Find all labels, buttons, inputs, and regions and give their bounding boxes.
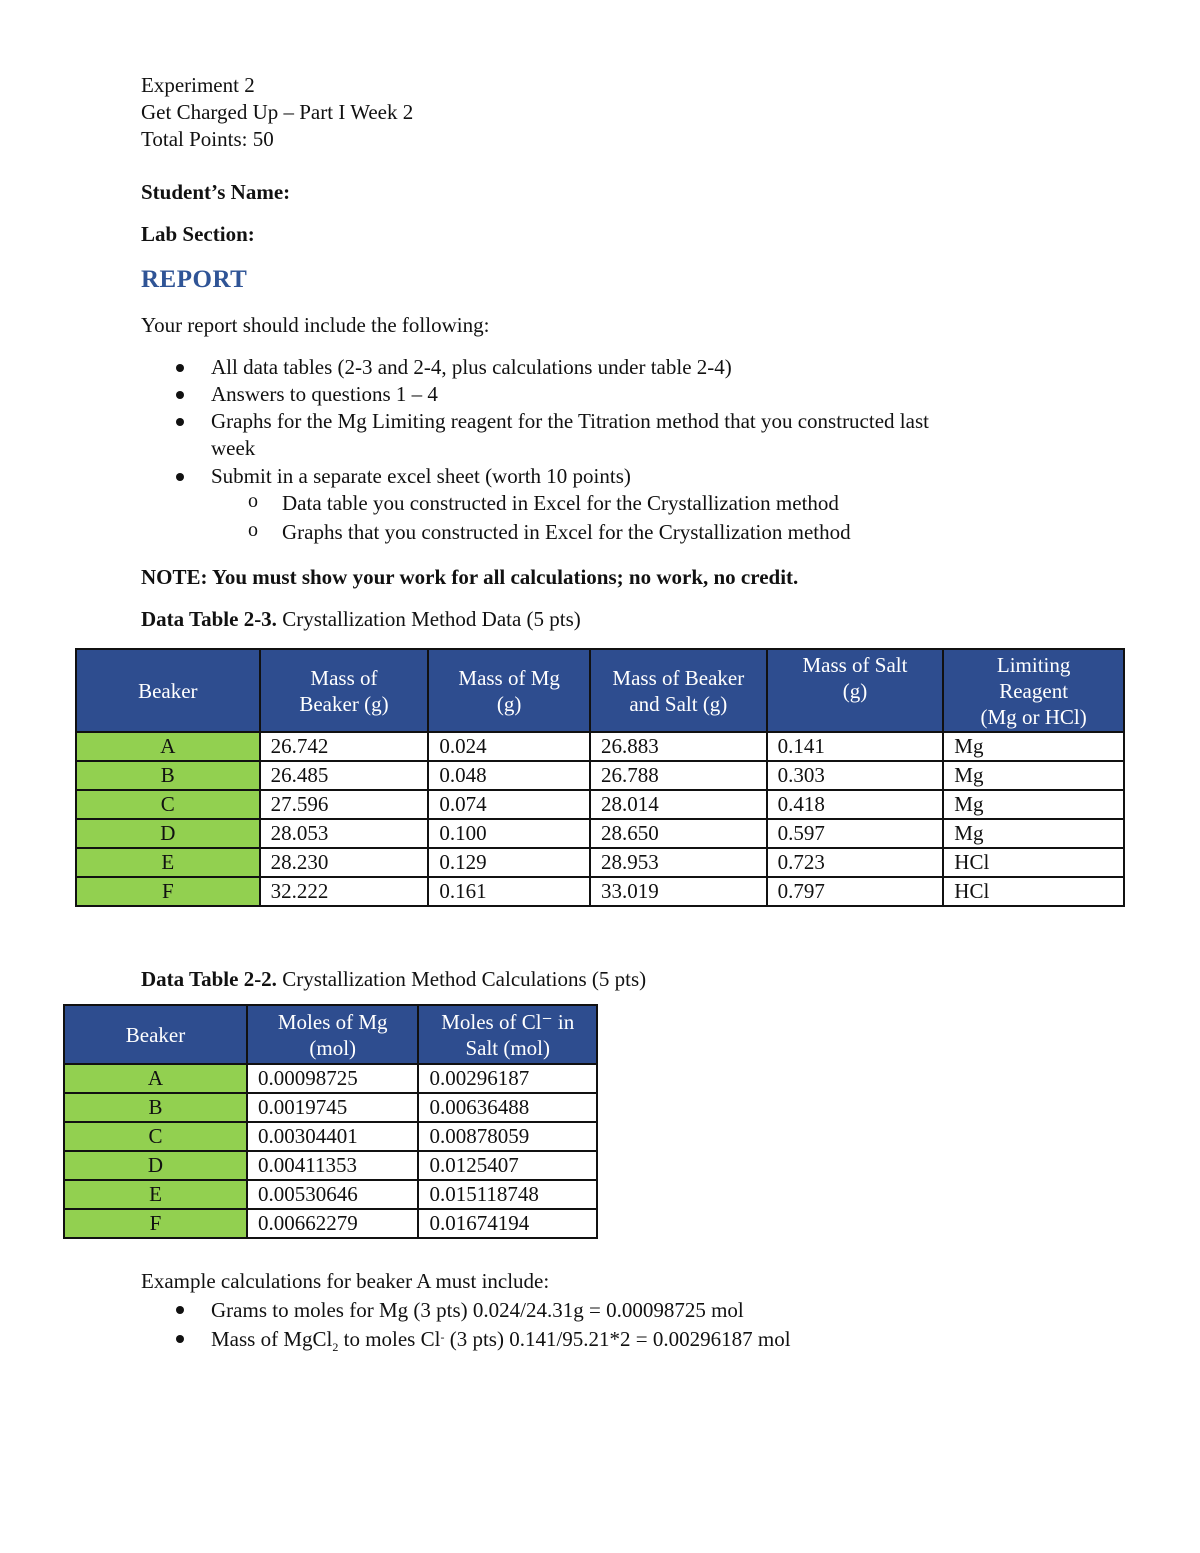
table-cell: 0.418 <box>767 790 944 819</box>
table-cell: 0.723 <box>767 848 944 877</box>
table1-caption-label: Data Table 2-3. <box>141 607 277 631</box>
table1-caption-text: Crystallization Method Data (5 pts) <box>276 607 581 631</box>
note-text: NOTE: You must show your work for all calculations; no work, no credit. <box>141 565 799 589</box>
table-row <box>64 1093 597 1122</box>
bullet-dot <box>176 391 184 399</box>
beaker-label-cell: A <box>64 1064 247 1093</box>
table-cell: 0.100 <box>428 819 590 848</box>
table-cell: 27.596 <box>260 790 429 819</box>
table2-caption <box>141 966 646 993</box>
example-calc-cl: Mass of MgCl$_2$ to moles Cl- (3 pts) 0.141/95.21*2 = 0.00296187 mol <box>211 1327 791 1355</box>
table-cell: 0.048 <box>428 761 590 790</box>
column-header: Moles of Mg (mol) <box>247 1005 418 1064</box>
bullet-dot <box>176 364 184 372</box>
table-cell: 26.883 <box>590 732 767 761</box>
table-row <box>76 761 1124 790</box>
table-row <box>64 1180 597 1209</box>
table-cell: 0.00411353 <box>247 1151 418 1180</box>
list-item-continuation: week <box>211 436 256 460</box>
beaker-label-cell: B <box>76 761 260 790</box>
table-cell: 26.742 <box>260 732 429 761</box>
bullet-dot <box>176 418 184 426</box>
table-cell: 28.053 <box>260 819 429 848</box>
table-cell: 0.0019745 <box>247 1093 418 1122</box>
column-header: Limiting Reagent (Mg or HCl) <box>943 649 1124 732</box>
table-cell: 28.230 <box>260 848 429 877</box>
crystallization-calculations-table <box>63 1004 598 1239</box>
table-cell: 0.01674194 <box>418 1209 597 1238</box>
beaker-label-cell: C <box>76 790 260 819</box>
report-heading: REPORT <box>141 266 248 293</box>
column-header: Mass of Mg (g) <box>428 649 590 732</box>
table-cell: 0.00296187 <box>418 1064 597 1093</box>
beaker-label-cell: D <box>76 819 260 848</box>
beaker-label-cell: D <box>64 1151 247 1180</box>
table-row <box>76 790 1124 819</box>
table-row <box>64 1209 597 1238</box>
experiment-title: Get Charged Up – Part I Week 2 <box>141 100 414 124</box>
column-header: Mass of Beaker (g) <box>260 649 429 732</box>
beaker-label-cell: B <box>64 1093 247 1122</box>
table-cell: 0.00636488 <box>418 1093 597 1122</box>
table-cell: 0.00878059 <box>418 1122 597 1151</box>
lab-section-label: Lab Section: <box>141 222 255 246</box>
crystallization-data-table <box>75 648 1125 907</box>
list-item: All data tables (2-3 and 2-4, plus calculations under table 2-4) <box>211 355 732 379</box>
table-cell: 0.00098725 <box>247 1064 418 1093</box>
total-points: Total Points: 50 <box>141 127 274 151</box>
table-cell: HCl <box>943 848 1124 877</box>
bullet-dot <box>176 473 184 481</box>
table-row <box>76 848 1124 877</box>
column-header: Beaker <box>64 1005 247 1064</box>
bullet-dot <box>176 1335 184 1343</box>
table-cell: 0.00304401 <box>247 1122 418 1151</box>
experiment-number: Experiment 2 <box>141 73 255 97</box>
sub-list-item: Graphs that you constructed in Excel for the Crystallization method <box>282 520 851 544</box>
table-row <box>64 1151 597 1180</box>
table-cell: 0.161 <box>428 877 590 906</box>
example-calc-mg: Grams to moles for Mg (3 pts) 0.024/24.31g = 0.00098725 mol <box>211 1298 744 1322</box>
table-cell: 28.014 <box>590 790 767 819</box>
table-row <box>64 1122 597 1151</box>
example-intro: Example calculations for beaker A must include: <box>141 1269 550 1293</box>
sub-bullet-marker: o <box>248 519 258 541</box>
table-cell: Mg <box>943 819 1124 848</box>
table-cell: 0.074 <box>428 790 590 819</box>
table-cell: 0.0125407 <box>418 1151 597 1180</box>
beaker-label-cell: A <box>76 732 260 761</box>
beaker-label-cell: F <box>76 877 260 906</box>
column-header: Beaker <box>76 649 260 732</box>
table-cell: 28.953 <box>590 848 767 877</box>
table-cell: 0.141 <box>767 732 944 761</box>
table1-caption <box>141 606 581 633</box>
table-cell: 0.00530646 <box>247 1180 418 1209</box>
list-item: Answers to questions 1 – 4 <box>211 382 438 406</box>
beaker-label-cell: C <box>64 1122 247 1151</box>
table-cell: 26.485 <box>260 761 429 790</box>
table-row <box>76 819 1124 848</box>
beaker-label-cell: E <box>64 1180 247 1209</box>
table-cell: 0.597 <box>767 819 944 848</box>
column-header: Moles of Cl⁻ in Salt (mol) <box>418 1005 597 1064</box>
list-item: Graphs for the Mg Limiting reagent for the Titration method that you constructed last <box>211 409 929 433</box>
report-intro: Your report should include the following: <box>141 313 490 337</box>
table-cell: 0.303 <box>767 761 944 790</box>
sub-list-item: Data table you constructed in Excel for the Crystallization method <box>282 491 839 515</box>
bullet-dot <box>176 1306 184 1314</box>
table-cell: HCl <box>943 877 1124 906</box>
column-header: Mass of Salt (g) <box>767 649 944 732</box>
table-cell: 0.129 <box>428 848 590 877</box>
table-row <box>64 1064 597 1093</box>
table-cell: 0.024 <box>428 732 590 761</box>
table-cell: Mg <box>943 761 1124 790</box>
list-item: Submit in a separate excel sheet (worth 10 points) <box>211 464 631 488</box>
table-cell: 0.00662279 <box>247 1209 418 1238</box>
column-header: Mass of Beaker and Salt (g) <box>590 649 767 732</box>
table-cell: 32.222 <box>260 877 429 906</box>
table-row <box>76 877 1124 906</box>
table-row <box>76 732 1124 761</box>
table-cell: Mg <box>943 790 1124 819</box>
student-name-label: Student’s Name: <box>141 180 291 204</box>
sub-bullet-marker: o <box>248 490 258 512</box>
table-cell: Mg <box>943 732 1124 761</box>
table-cell: 0.015118748 <box>418 1180 597 1209</box>
table-cell: 33.019 <box>590 877 767 906</box>
table-cell: 28.650 <box>590 819 767 848</box>
table2-caption-label: Data Table 2-2. <box>141 967 277 991</box>
beaker-label-cell: F <box>64 1209 247 1238</box>
table-cell: 26.788 <box>590 761 767 790</box>
beaker-label-cell: E <box>76 848 260 877</box>
table2-caption-text: Crystallization Method Calculations (5 pts) <box>276 967 647 991</box>
table-cell: 0.797 <box>767 877 944 906</box>
